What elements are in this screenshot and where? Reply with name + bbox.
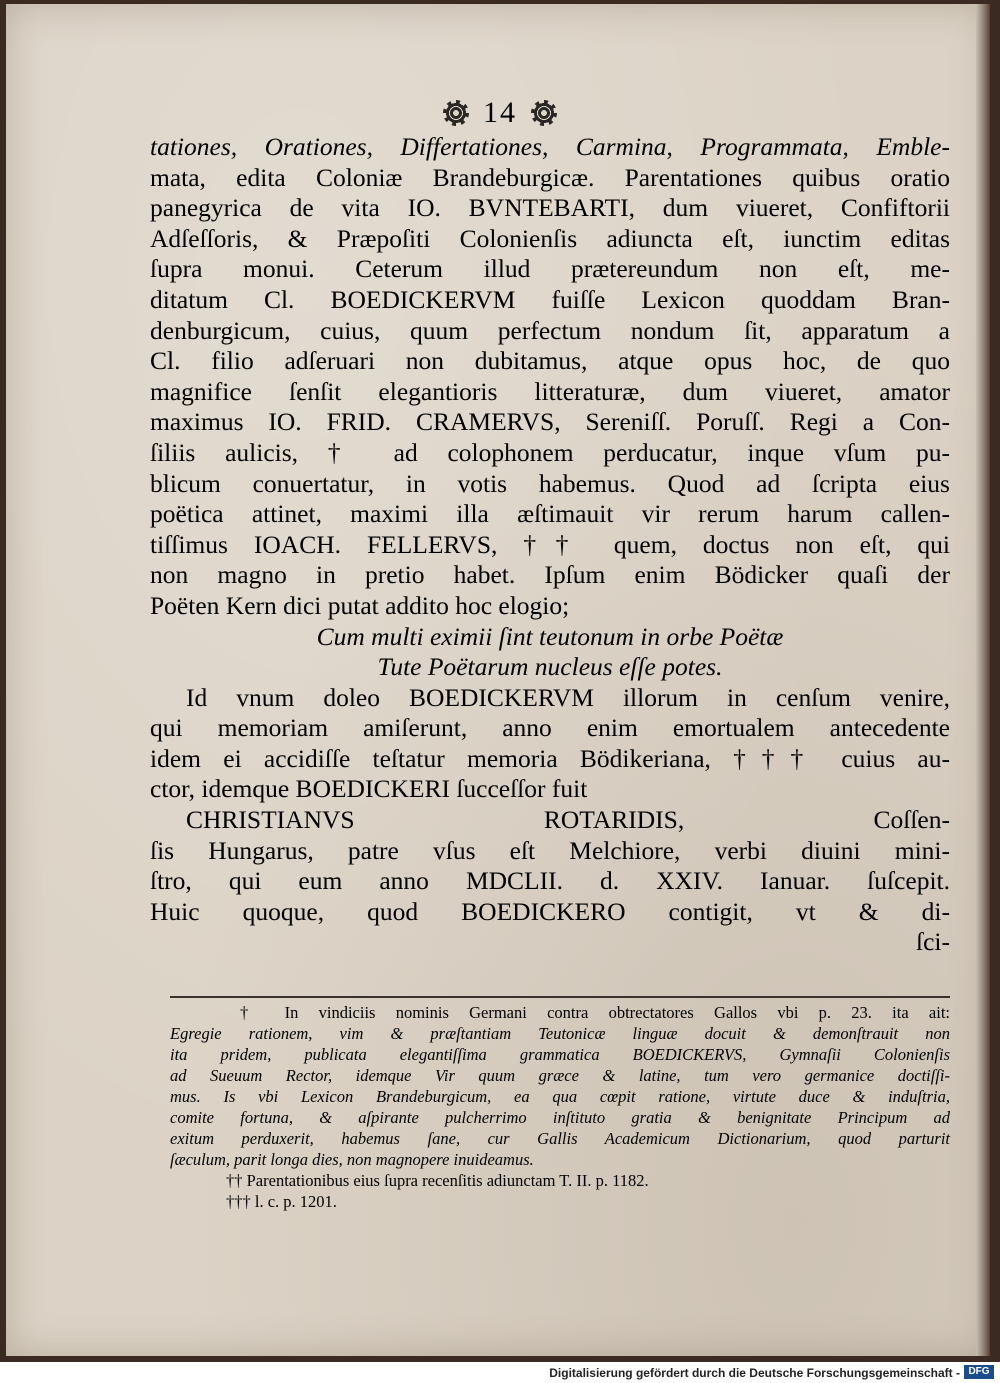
verse-line: Cum multi eximii ſint teutonum in orbe Poëtæ xyxy=(316,621,784,651)
main-text xyxy=(150,132,950,958)
footnote-line: Egregie rationem, vim & præſtantiam Teutonicæ linguæ docuit & demonſtrauit non xyxy=(170,1024,950,1043)
text-line: Adſeſſoris, & Præpoſiti Colonienſis adiuncta eſt, iunctim editas xyxy=(150,223,950,253)
text-line: ſupra monui. Ceterum illud prætereundum non eſt, me- xyxy=(150,254,950,284)
footnote-line: †† Parentationibus eius ſupra recenſitis adiunctam T. II. p. 1182. xyxy=(226,1171,649,1190)
footnote-line: ſæculum, parit longa dies, non magnopere inuideamus. xyxy=(170,1150,534,1169)
text-line: Cl. filio adſeruari non dubitamus, atque opus hoc, de quo xyxy=(150,346,950,376)
text-line: ſis Hungarus, patre vſus eſt Melchiore, verbi diuini mini- xyxy=(150,835,950,865)
text-line: non magno in pretio habet. Ipſum enim Bödicker quaſi der xyxy=(150,560,950,590)
text-line: tiſſimus IOACH. FELLERVS, †† quem, doctus non eſt, qui xyxy=(150,529,950,559)
text-line: Id vnum doleo BOEDICKERVM illorum in cenſum venire, xyxy=(186,682,950,712)
text-line: idem ei accidiſſe teſtatur memoria Bödikeriana, ††† cuius au- xyxy=(150,743,950,773)
footnote-line: comite fortuna, & aſpirante pulcherrimo inſtituto gratia & benignitate Principum ad xyxy=(170,1108,950,1127)
page-header xyxy=(0,96,1000,130)
flower-ornament-icon xyxy=(531,100,557,126)
footnote-line: ita pridem, publicata elegantiſſima grammatica BOEDICKERVS, Gymnaſii Colonienſis xyxy=(170,1045,950,1064)
footnote-line: ad Sueuum Rector, idemque Vir quum græce & latine, tum vero germanice doctiſſi- xyxy=(170,1066,950,1085)
catchword: ſci- xyxy=(916,927,950,957)
text-line: ſiliis aulicis, † ad colophonem perducatur, inque vſum pu- xyxy=(150,437,950,467)
text-line: panegyrica de vita IO. BVNTEBARTI, dum viueret, Confiftorii xyxy=(150,193,950,223)
verse-line: Tute Poëtarum nucleus eſſe potes. xyxy=(377,652,723,682)
text-line: qui memoriam amiſerunt, anno enim emortualem antecedente xyxy=(150,713,950,743)
page-number: 14 xyxy=(483,96,517,129)
text-line: mata, edita Coloniæ Brandeburgicæ. Parentationes quibus oratio xyxy=(150,162,950,192)
digitization-footer xyxy=(0,1362,1000,1383)
text-line: Huic quoque, quod BOEDICKERO contigit, vt & di- xyxy=(150,896,950,926)
text-line: CHRISTIANVS ROTARIDIS, Coſſen- xyxy=(186,805,950,835)
page-edge xyxy=(976,4,990,1356)
text-line: tationes, Orationes, Differtationes, Carmina, Programmata, Emble- xyxy=(150,132,950,161)
footnote-line: mus. Is vbi Lexicon Brandeburgicum, ea qua cœpit ratione, virtute duce & induſtria, xyxy=(170,1087,950,1106)
dfg-logo-icon: DFG xyxy=(964,1365,994,1379)
text-line: ctor, idemque BOEDICKERI ſucceſſor fuit xyxy=(150,774,588,804)
text-line: poëtica attinet, maximi illa æſtimauit vir rerum harum callen- xyxy=(150,499,950,529)
text-line: magnifice ſenſit elegantioris litteraturæ, dum viueret, amator xyxy=(150,376,950,406)
text-line: denburgicum, cuius, quum perfectum nondum ſit, apparatum a xyxy=(150,315,950,345)
text-line: Poëten Kern dici putat addito hoc elogio; xyxy=(150,590,570,620)
footnote-rule xyxy=(170,996,950,998)
footer-text: Digitalisierung gefördert durch die Deutsche Forschungsgemeinschaft - xyxy=(549,1366,960,1380)
text-line: maximus IO. FRID. CRAMERVS, Sereniſſ. Poruſſ. Regi a Con- xyxy=(150,407,950,437)
footnote-line: ††† l. c. p. 1201. xyxy=(226,1192,337,1211)
footnote-line: † In vindiciis nominis Germani contra obtrectatores Gallos vbi p. 23. ita ait: xyxy=(240,1003,950,1022)
footnotes xyxy=(170,1002,950,1212)
text-line: ditatum Cl. BOEDICKERVM fuiſſe Lexicon quoddam Bran- xyxy=(150,284,950,314)
flower-ornament-icon xyxy=(443,100,469,126)
text-line: blicum conuertatur, in votis habemus. Quod ad ſcripta eius xyxy=(150,468,950,498)
footnote-line: exitum perduxerit, habemus ſane, cur Gallis Academicum Dictionarium, quod parturit xyxy=(170,1129,950,1148)
text-line: ſtro, qui eum anno MDCLII. d. XXIV. Ianuar. ſuſcepit. xyxy=(150,866,950,896)
